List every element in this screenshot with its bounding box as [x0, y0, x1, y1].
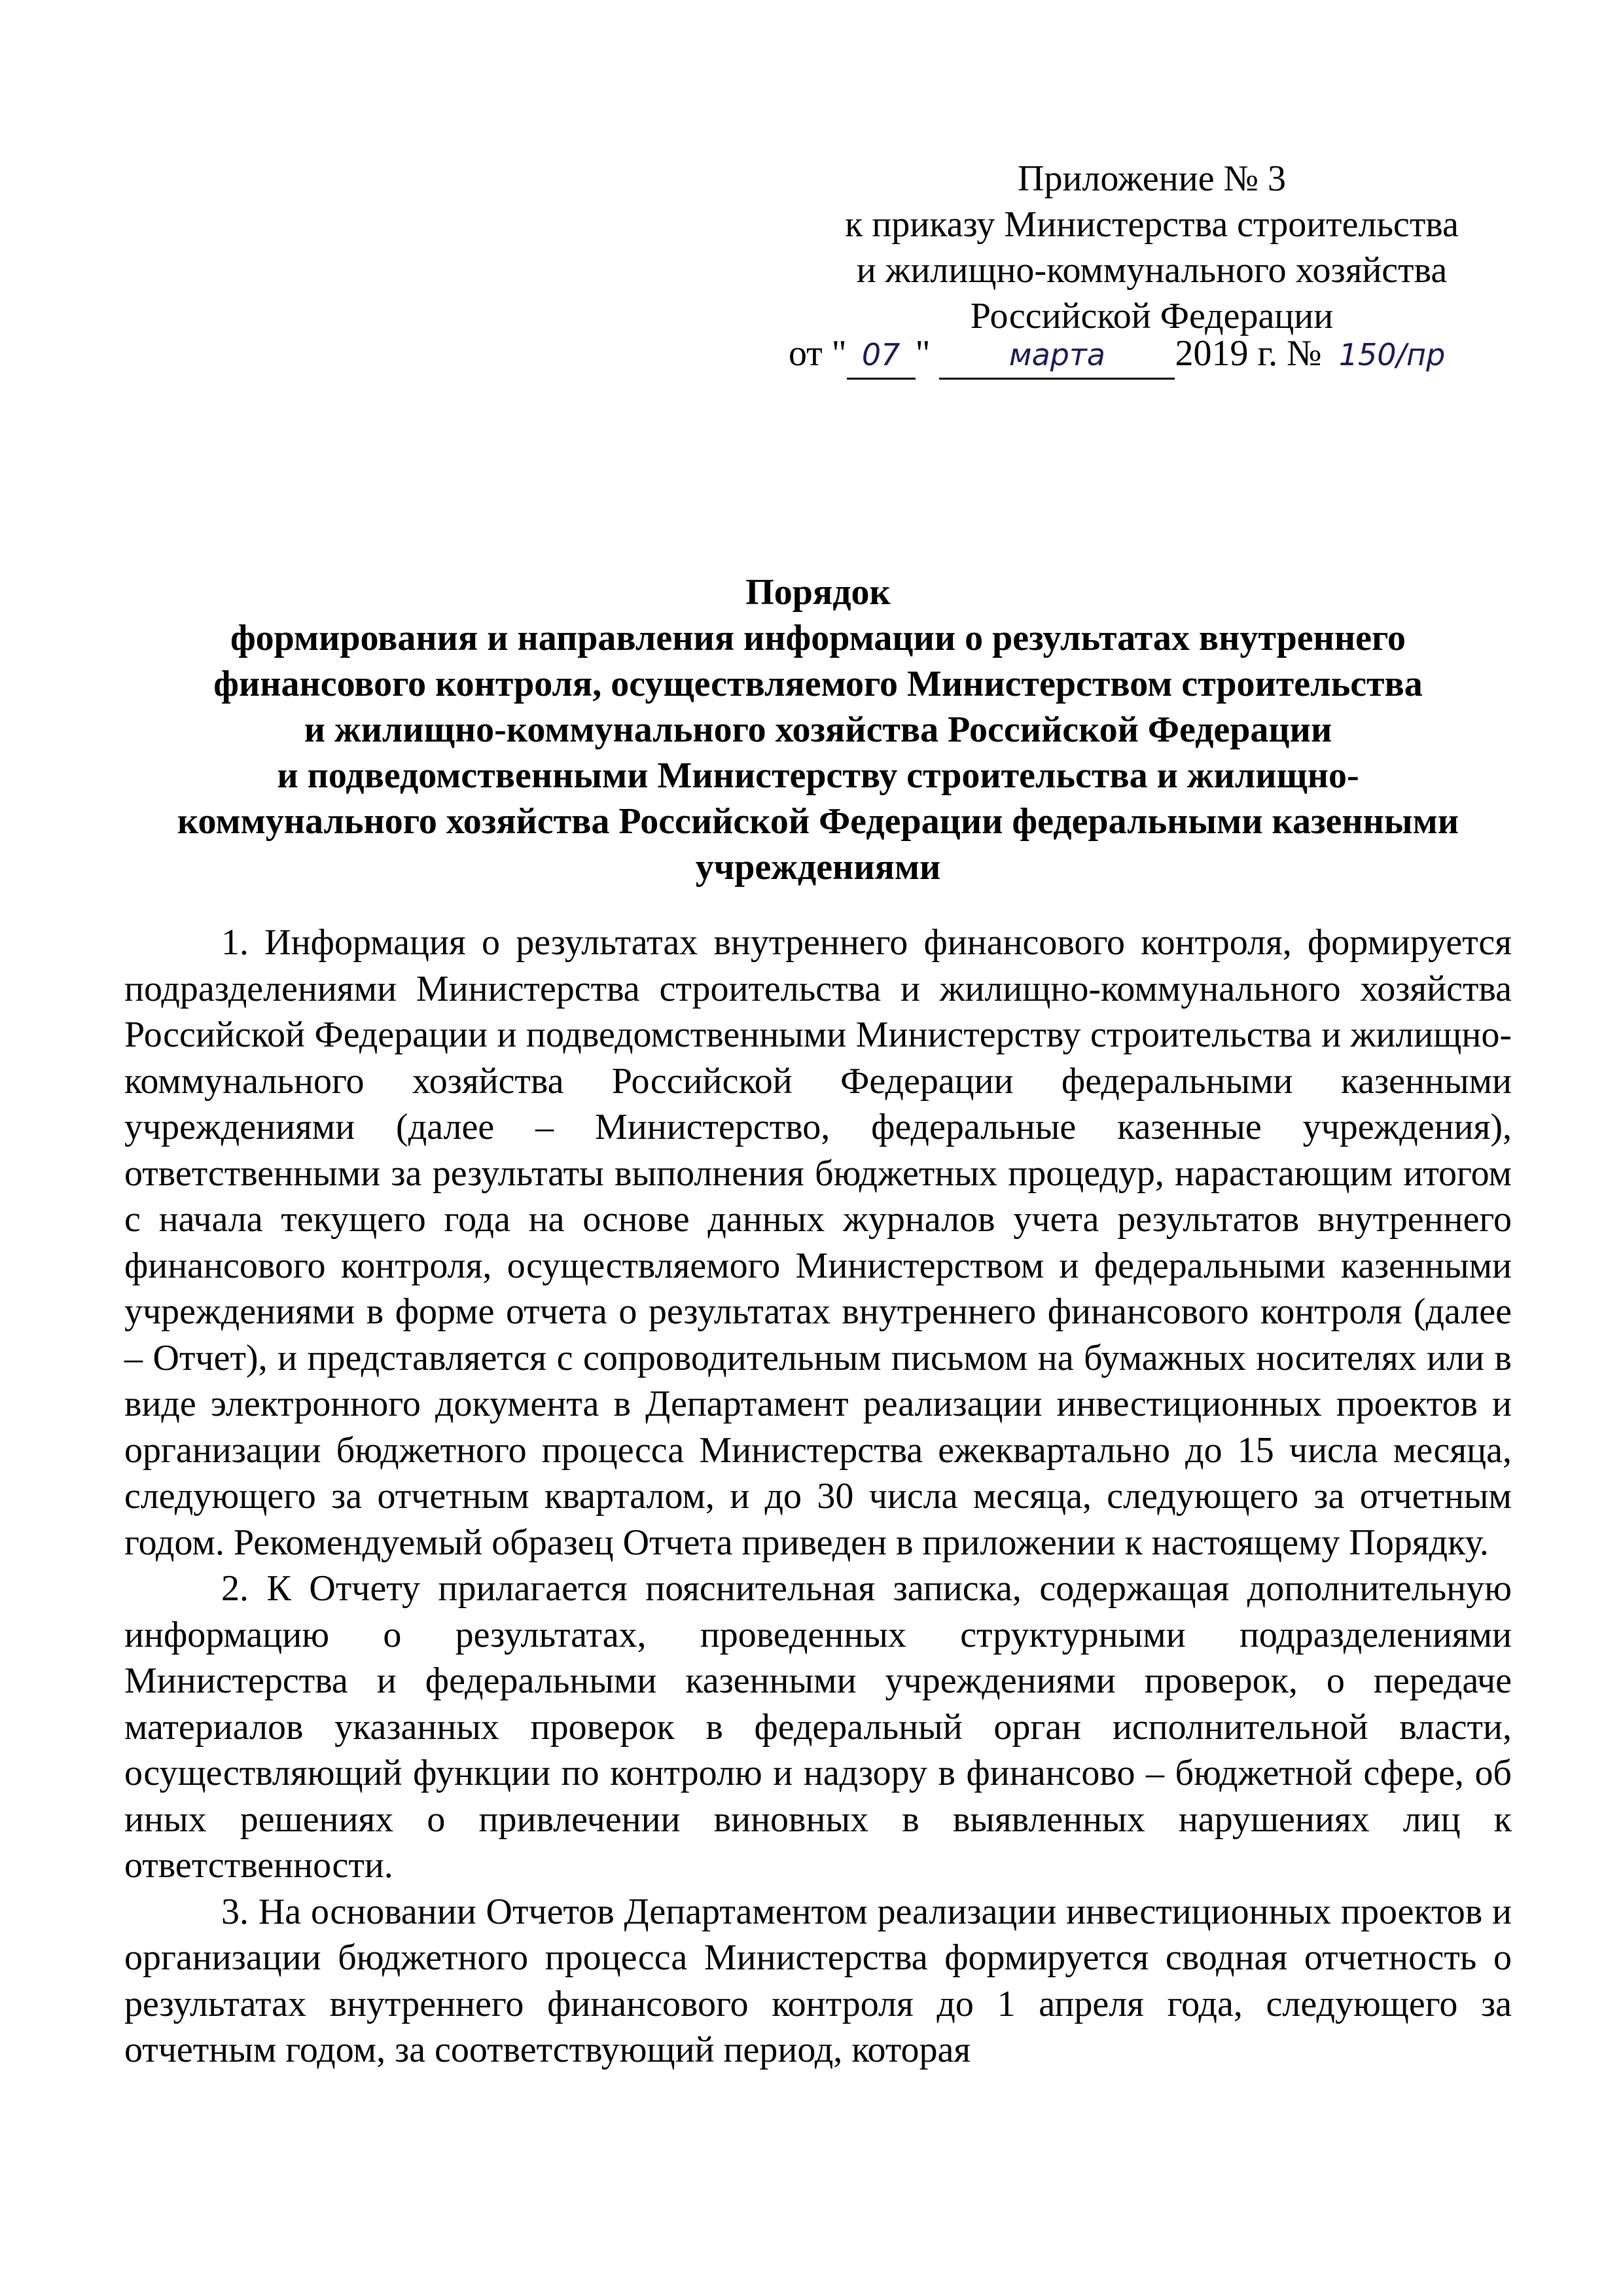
date-prefix: от " — [789, 333, 847, 374]
handwritten-month: марта — [939, 332, 1175, 380]
date-year: 2019 г. № — [1175, 333, 1322, 374]
date-mid: " — [915, 333, 940, 374]
appendix-number: Приложение № 3 — [1018, 158, 1286, 199]
title-line-7: учреждениями — [695, 847, 941, 888]
title-line-5: и подведомственными Министерству строительства и жилищно- — [277, 755, 1359, 796]
document-body — [124, 920, 1512, 2073]
paragraph-1: 1. Информация о результатах внутреннего финансового контроля, формируется подразделениями Министерства строительства и жилищно-коммунального хозяйства Российской Федерации и подведомственными Министерству строительства и жилищно-коммунального хозяйства Российской Федерации федеральными казенными учреждениями (далее – Министерство, федеральные казенные учреждения), ответственными за результаты выполнения бюджетных процедур, нарастающим итогом с начала текущего года на основе данных журналов учета результатов внутреннего финансового контроля, осуществляемого Министерством и федеральными казенными учреждениями в форме отчета о результатах внутреннего финансового контроля (далее – Отчет), и представляется с сопроводительным письмом на бумажных носителях или в виде электронного документа в Департамент реализации инвестиционных проектов и организации бюджетного процесса Министерства ежеквартально до 15 числа месяца, следующего за отчетным кварталом, и до 30 числа месяца, следующего за отчетным годом. Рекомендуемый образец Отчета приведен в приложении к настоящему Порядку. — [124, 922, 1512, 1563]
title-line-3: финансового контроля, осуществляемого Министерством строительства — [213, 664, 1423, 704]
order-date-line — [789, 331, 1463, 380]
handwritten-day: 07 — [847, 332, 916, 380]
handwritten-order-number: 150/пр — [1338, 337, 1446, 372]
document-title — [124, 569, 1512, 890]
title-line-6: коммунального хозяйства Российской Федерации федеральными казенными — [177, 801, 1459, 842]
appendix-line-2: к приказу Министерства строительства — [845, 204, 1459, 245]
paragraph-2: 2. К Отчету прилагается пояснительная записка, содержащая дополнительную информацию о результатах, проведенных структурными подразделениями Министерства и федеральными казенными учреждениями проверок, о передаче материалов указанных проверок в федеральный орган исполнительной власти, осуществляющий функции по контролю и надзору в финансово – бюджетной сфере, об иных решениях о привлечении виновных в выявленных нарушениях лиц к ответственности. — [124, 1568, 1512, 1886]
title-line-4: и жилищно-коммунального хозяйства Российской Федерации — [304, 709, 1332, 750]
appendix-header — [772, 156, 1531, 339]
paragraph-3: 3. На основании Отчетов Департаментом реализации инвестиционных проектов и организации бюджетного процесса Министерства формируется сводная отчетность о результатах внутреннего финансового контроля до 1 апреля года, следующего за отчетным годом, за соответствующий период, которая — [124, 1891, 1512, 2070]
appendix-line-3: и жилищно-коммунального хозяйства — [856, 250, 1448, 291]
title-line-1: Порядок — [745, 572, 891, 613]
title-line-2: формирования и направления информации о результатах внутреннего — [230, 618, 1406, 658]
appendix-line-4: Российской Федерации — [970, 296, 1334, 336]
